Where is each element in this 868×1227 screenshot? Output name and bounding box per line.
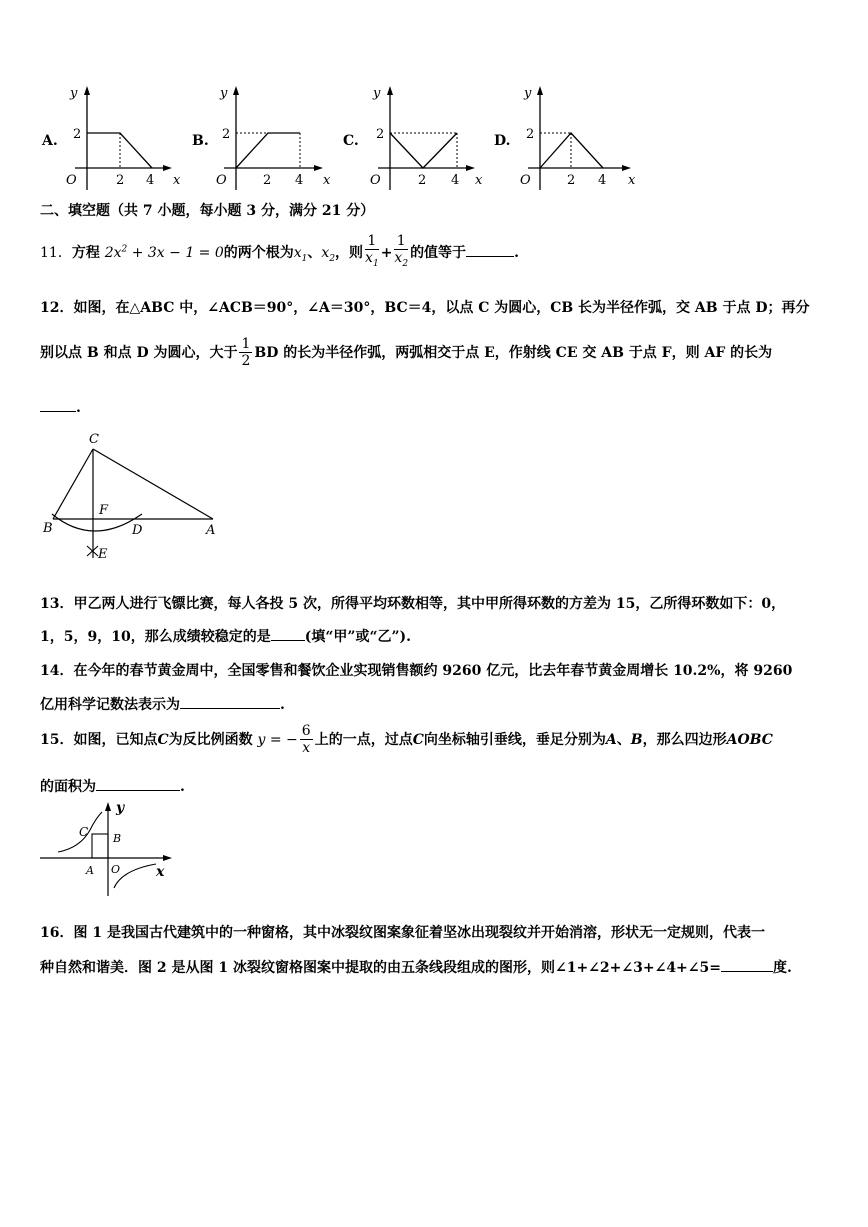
option-c-letter: C. (343, 133, 359, 149)
x-tick-label: 4 (295, 173, 304, 188)
q15-text: 的面积为 (40, 779, 96, 795)
question-12-line-2 (40, 337, 772, 369)
function-expression: y = − (257, 732, 298, 748)
option-a-graph (41, 86, 181, 190)
question-12-line-3 (40, 400, 81, 416)
x-tick-label: 2 (418, 173, 427, 188)
question-16-line-2 (40, 957, 792, 977)
answer-blank (721, 971, 773, 972)
point-c: C (412, 732, 424, 748)
question-number: 11． (40, 244, 72, 261)
fraction-1-over-x2: $\frac{1}{x_2}$ (394, 233, 409, 269)
q11-text: . (514, 244, 519, 261)
answer-blank (40, 411, 76, 412)
q16-text: 度. (773, 960, 792, 976)
answer-blank (271, 640, 305, 641)
question-15-line-1 (40, 724, 773, 756)
point-label-a: A (86, 864, 94, 877)
option-d-graph (494, 86, 636, 190)
origin-label: O (216, 173, 227, 188)
option-a-letter: A. (42, 133, 58, 149)
point-label-c: C (89, 432, 99, 447)
point-label-b: B (113, 832, 122, 845)
option-b-graph (192, 86, 331, 190)
q11-text: 方程 (71, 244, 100, 261)
x-axis-label: x (475, 173, 483, 188)
question-16-line-1: 16．图 1 是我国古代建筑中的一种窗格，其中冰裂纹图案象征着坚冰出现裂纹并开始消溶，形状无一定规则，代表一 (40, 925, 765, 941)
q11-text: 的两个根为 (223, 244, 294, 261)
q16-text: 种自然和谐美．图 2 是从图 1 冰裂纹窗格图案中提取的由五条线段组成的图形，则∠1+∠2+∠3+∠4+∠5= (40, 960, 721, 976)
triangle-figure (38, 430, 238, 570)
point-label-c: C (79, 825, 89, 839)
y-axis-label: y (70, 86, 78, 101)
y-axis-label: y (524, 86, 532, 101)
answer-blank (180, 708, 280, 709)
q15-text: 向坐标轴引垂线，垂足分别为 (423, 732, 606, 748)
y-axis-label: y (373, 86, 381, 101)
fraction-6-over-x: $\frac{6}{x}$ (301, 723, 311, 756)
y-tick-label: 2 (526, 127, 535, 142)
q14-text: . (280, 697, 285, 713)
origin-label: O (370, 173, 381, 188)
hyperbola-figure (38, 796, 188, 906)
x-axis-label: x (323, 173, 331, 188)
point-label-e: E (98, 547, 108, 562)
answer-blank (96, 790, 180, 791)
axis-label-x: x (156, 864, 165, 880)
x-tick-label: 4 (146, 173, 155, 188)
x-tick-label: 4 (451, 173, 460, 188)
q11-text: 、 (307, 244, 322, 261)
option-c-graph (343, 86, 483, 190)
question-11: 11．方程 $2x^2 + 3x - 1 = 0$的两个根为$x_1$、$x_2$，则 $\frac{1}{x_1}$ + $\frac{1}{x_2}$ 的值等于 . (40, 234, 519, 272)
q15-text: 15．如图，已知点 (40, 732, 158, 748)
x-tick-label: 2 (567, 173, 576, 188)
equation: $2x^2 + 3x - 1 = 0$ (104, 244, 224, 261)
q13-text: 1，5，9，10，那么成绩较稳定的是 (40, 629, 271, 645)
point-b: B (630, 732, 643, 748)
point-label-f: F (99, 503, 109, 518)
q15-text: . (180, 779, 185, 795)
x-axis-label: x (173, 173, 181, 188)
answer-options-graphs (0, 0, 868, 200)
q15-text: ，那么四边形 (642, 732, 727, 748)
point-label-a: A (206, 523, 216, 538)
x-tick-label: 2 (116, 173, 125, 188)
q12-text: . (76, 400, 81, 416)
q14-text: 亿用科学记数法表示为 (40, 697, 180, 713)
quadrilateral-aobc: AOBC (726, 732, 773, 748)
root-x1: $x_1$ (293, 244, 308, 264)
question-14-line-2 (40, 694, 285, 714)
q15-text: 、 (616, 732, 631, 748)
origin-label: O (111, 863, 121, 876)
point-label-b: B (43, 521, 53, 536)
q11-text: ，则 (335, 244, 364, 261)
y-axis-label: y (220, 86, 228, 101)
section-title: 二、填空题（共 7 小题，每小题 3 分，满分 21 分） (40, 203, 375, 219)
fraction-one-half: $\frac{1}{2}$ (241, 336, 251, 369)
point-c: C (157, 732, 169, 748)
option-d-letter: D. (494, 133, 511, 149)
origin-label: O (520, 173, 531, 188)
y-tick-label: 2 (73, 127, 82, 142)
option-b-letter: B. (192, 133, 209, 149)
q15-text: 为反比例函数 (168, 732, 253, 748)
x-tick-label: 2 (263, 173, 272, 188)
q12-text: BD 的长为半径作弧，两弧相交于点 E，作射线 CE 交 AB 于点 F，则 AF 的长为 (254, 345, 773, 361)
y-tick-label: 2 (222, 127, 231, 142)
question-15-line-2 (40, 776, 185, 796)
answer-blank (466, 256, 514, 257)
question-13-line-2 (40, 626, 411, 646)
y-tick-label: 2 (376, 127, 385, 142)
q15-text: 上的一点，过点 (314, 732, 413, 748)
question-12-line-1: 12．如图，在△ABC 中，∠ACB＝90°，∠A＝30°，BC＝4，以点 C 为圆心，CB 长为半径作弧，交 AB 于点 D；再分 (40, 300, 810, 316)
q11-text: 的值等于 (410, 244, 467, 261)
x-axis-label: x (628, 173, 636, 188)
point-label-d: D (132, 523, 143, 538)
question-13-line-1: 13．甲乙两人进行飞镖比赛，每人各投 5 次，所得平均环数相等，其中甲所得环数的方差为 15，乙所得环数如下：0， (40, 596, 786, 612)
origin-label: O (66, 173, 77, 188)
x-tick-label: 4 (598, 173, 607, 188)
fraction-1-over-x1: $\frac{1}{x_1}$ (365, 233, 379, 269)
question-14-line-1: 14．在今年的春节黄金周中，全国零售和餐饮企业实现销售额约 9260 亿元，比去年春节黄金周增长 10.2%，将 9260 (40, 663, 793, 679)
axis-label-y: y (116, 800, 125, 816)
q13-text: (填“甲”或“乙”). (304, 629, 412, 645)
point-a: A (605, 732, 617, 748)
root-x2: $x_2$ (321, 244, 336, 264)
q12-text: 别以点 B 和点 D 为圆心，大于 (40, 345, 238, 361)
